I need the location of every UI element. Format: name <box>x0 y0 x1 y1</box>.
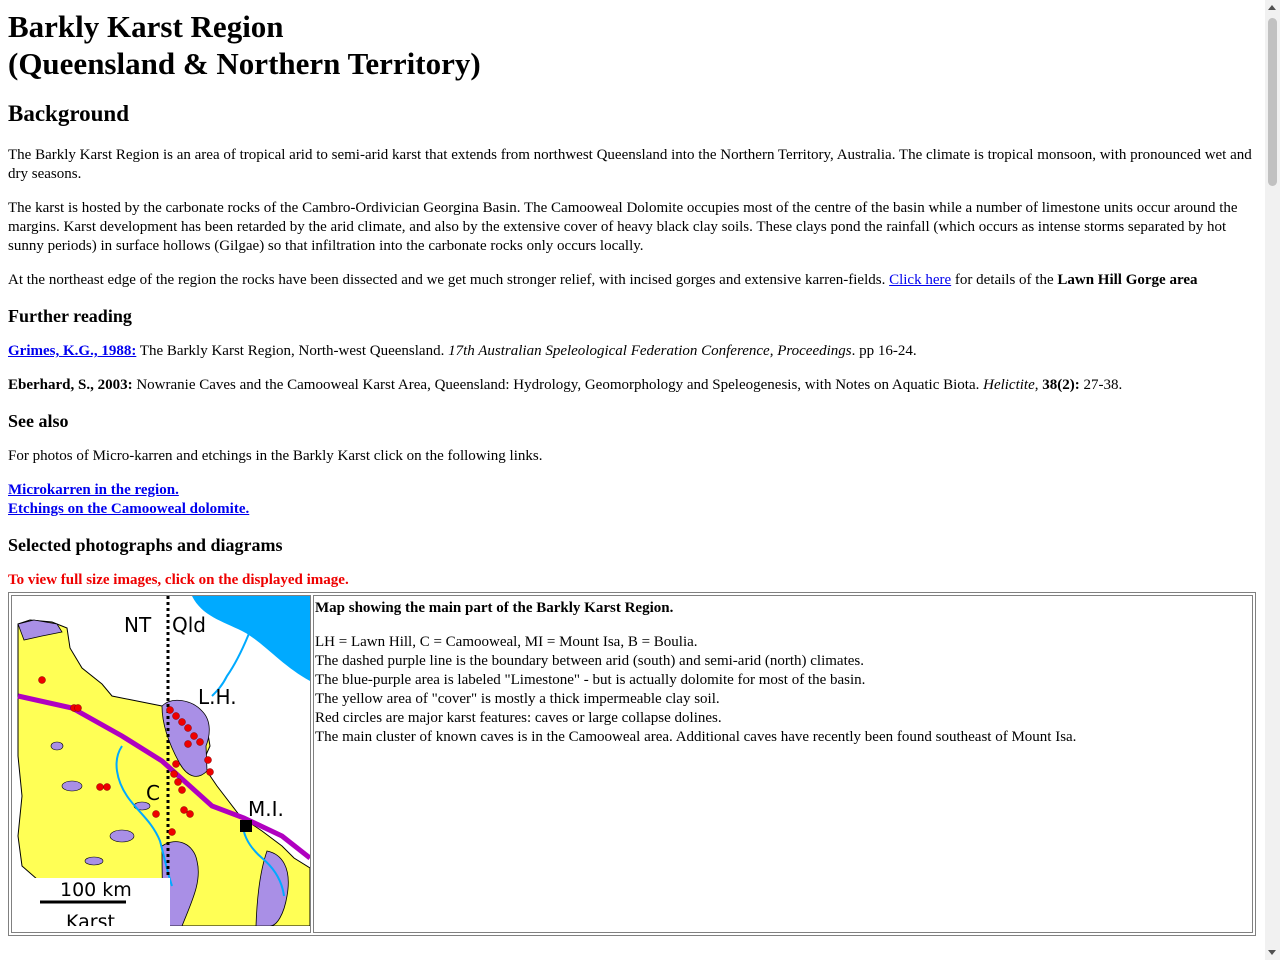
para3-middle: for details of the <box>951 272 1058 288</box>
further-reading-heading: Further reading <box>8 306 132 326</box>
background-para-1: The Barkly Karst Region is an area of tropical arid to semi-arid karst that extends from northwest Queensland into the Northern Territory, Australia. The climate is tropical monsoon, with pronounced wet and dry seasons. <box>8 147 1252 182</box>
background-para-2: The karst is hosted by the carbonate rocks of the Cambro-Ordivician Georgina Basin. The Camooweal Dolomite occupies most of the centre of the basin while a number of limestone units occur around the margins. Karst development has been retarded by the arid climate, and also by the extensive cover of heavy black clay soils. These clays pond the rainfall (which occurs as intense storms separated by hot sunny periods) in surface hollows (Gilgae) so that infiltration into the carbonate rocks only occurs locally. <box>8 200 1238 254</box>
map-label-nt: NT <box>124 612 152 637</box>
ref2-journal: Helictite <box>983 377 1035 393</box>
ref2-author: Eberhard, S., 2003: <box>8 377 133 393</box>
map-caption-cell <box>313 595 1253 933</box>
photos-heading: Selected photographs and diagrams <box>8 535 283 555</box>
lawn-hill-bold: Lawn Hill Gorge area <box>1057 272 1198 288</box>
map-image-cell[interactable] <box>11 595 311 933</box>
map-label-lh: L.H. <box>198 684 237 709</box>
para3-text: At the northeast edge of the region the rocks have been dissected and we get much stronger relief, with incised gorges and extensive karren-fields. <box>8 272 890 288</box>
map-label-mi: M.I. <box>248 796 284 821</box>
caption-line: The blue-purple area is labeled "Limestone" - but is actually dolomite for most of the basin. <box>315 671 866 688</box>
caption-line: The main cluster of known caves is in the Camooweal area. Additional caves have recently been found southeast of Mount Isa. <box>315 728 1077 745</box>
ref2-text: Nowranie Caves and the Camooweal Karst Area, Queensland: Hydrology, Geomorphology and Speleogenesis, with Notes on Aquatic Biota. <box>132 377 984 393</box>
scroll-up-arrow-icon[interactable] <box>1268 5 1276 10</box>
scroll-down-arrow-icon[interactable] <box>1268 950 1276 955</box>
see-also-heading: See also <box>8 411 69 431</box>
ref2-pages: 27-38. <box>1079 377 1123 393</box>
see-also-intro: For photos of Micro-karren and etchings in the Barkly Karst click on the following links. <box>8 448 543 464</box>
microkarren-link-label: Microkarren in the region. <box>8 482 179 498</box>
caption-line: The dashed purple line is the boundary between arid (south) and semi-arid (north) climates. <box>315 652 864 669</box>
title-line-1: Barkly Karst Region <box>8 9 284 44</box>
background-heading: Background <box>8 101 130 126</box>
title-line-2: (Queensland & Northern Territory) <box>8 46 481 81</box>
background-para-3 <box>8 271 1258 290</box>
page-content <box>8 0 1258 936</box>
page-title <box>8 8 1258 82</box>
lawn-hill-link[interactable]: Click here <box>889 272 952 288</box>
etchings-link[interactable] <box>8 501 249 517</box>
caption-line: Red circles are major karst features: caves or large collapse dolines. <box>315 709 722 726</box>
ref1-journal: 17th Australian Speleological Federation Conference, Proceedings <box>448 343 852 359</box>
vertical-scrollbar[interactable] <box>1265 0 1280 960</box>
map-legend-partial: Karst <box>66 910 115 926</box>
caption-line: LH = Lawn Hill, C = Camooweal, MI = Mount Isa, B = Boulia. <box>315 633 698 650</box>
barkly-karst-map-image[interactable] <box>12 596 310 926</box>
scrollbar-thumb[interactable] <box>1268 18 1277 186</box>
microkarren-link[interactable] <box>8 482 179 498</box>
etchings-link-label: Etchings on the Camooweal dolomite. <box>8 501 250 517</box>
reference-2 <box>8 376 1258 395</box>
see-also-links <box>8 481 1258 519</box>
map-label-c: C <box>146 780 160 805</box>
map-label-qld: Qld <box>172 612 206 637</box>
caption-line: The yellow area of "cover" is mostly a thick impermeable clay soil. <box>315 690 720 707</box>
full-size-notice: To view full size images, click on the displayed image. <box>8 572 349 588</box>
ref1-pages: . pp 16-24. <box>851 343 917 359</box>
caption-title: Map showing the main part of the Barkly Karst Region. <box>315 599 674 616</box>
figure-table <box>8 592 1256 936</box>
ref1-text: The Barkly Karst Region, North-west Queensland. <box>136 343 449 359</box>
grimes-author: Grimes, K.G., 1988: <box>8 343 137 359</box>
ref2-volume: 38(2): <box>1042 377 1080 393</box>
reference-1 <box>8 342 1258 361</box>
map-scale-label: 100 km <box>60 878 132 901</box>
grimes-reference-link[interactable] <box>8 343 136 359</box>
ref2-sep: , <box>1034 377 1043 393</box>
